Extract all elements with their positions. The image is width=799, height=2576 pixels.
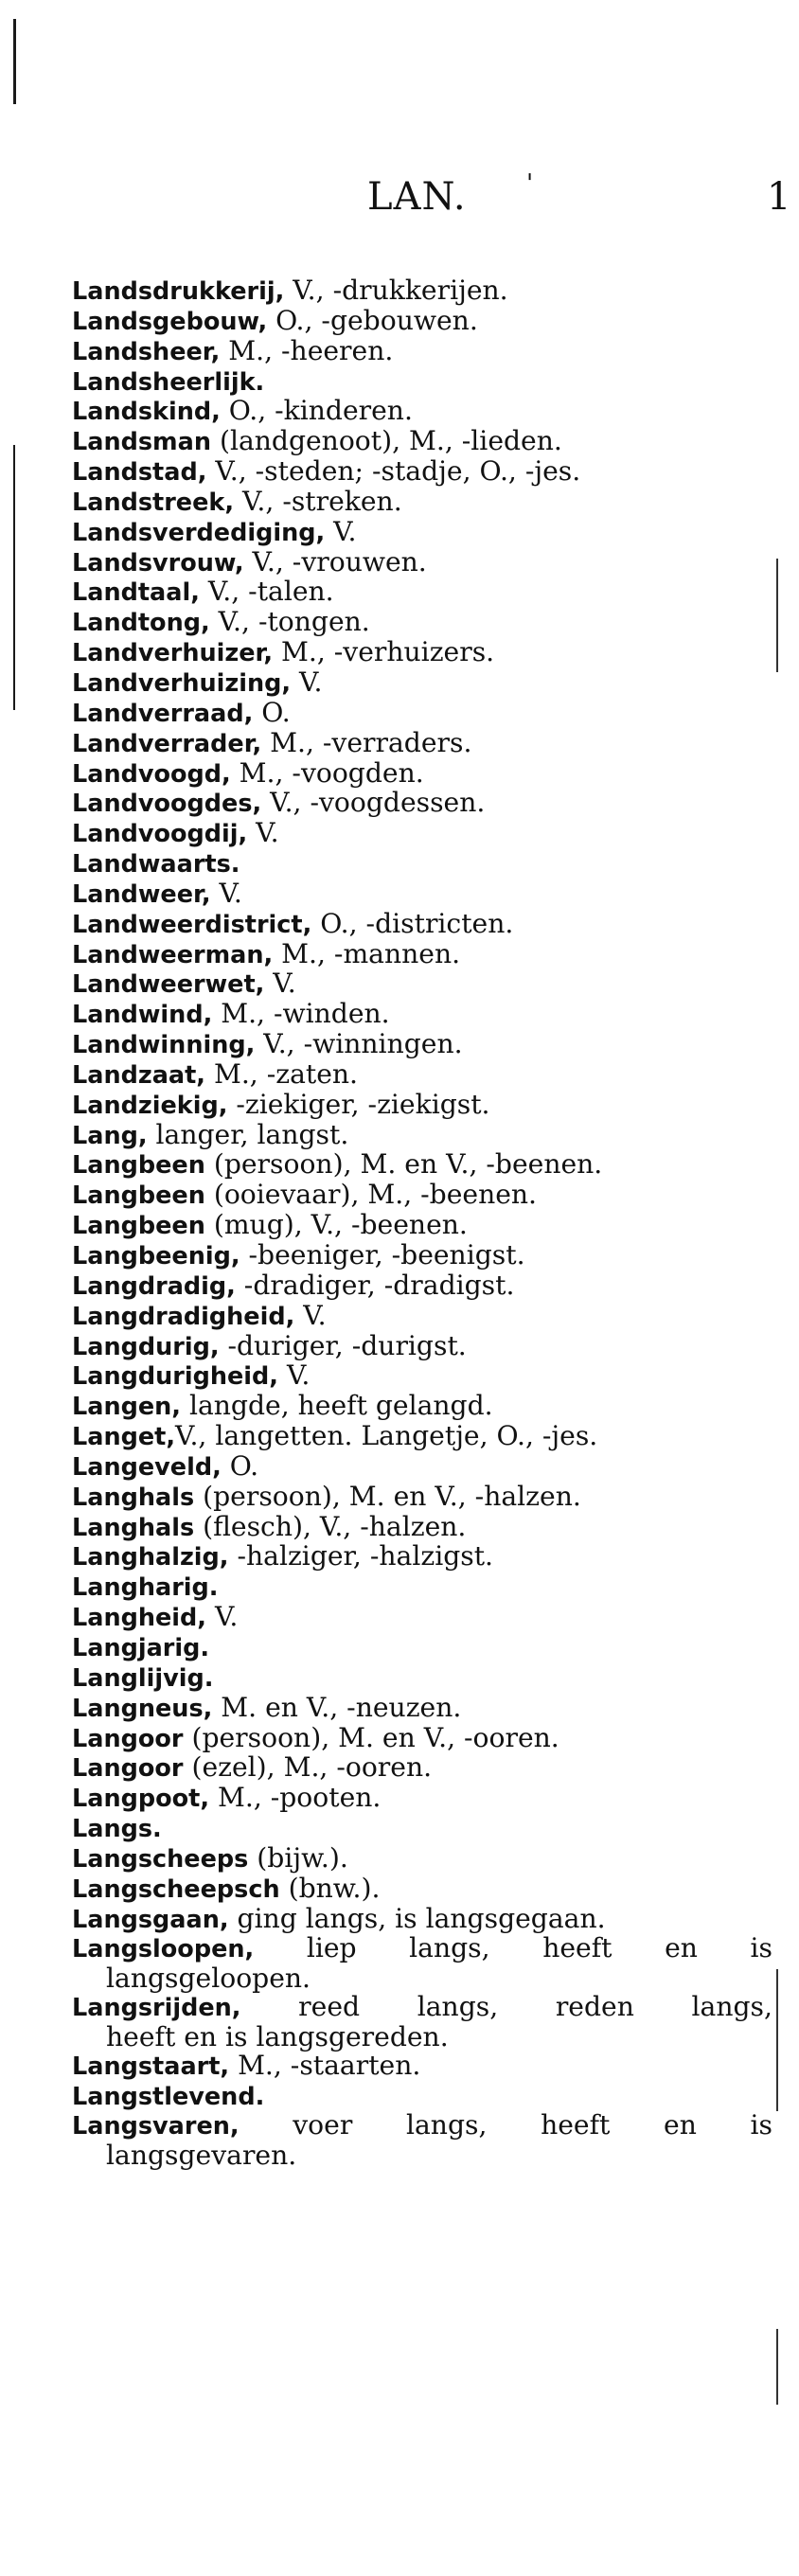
dictionary-entry: [72, 2049, 772, 2082]
entry-definition: M., -verraders.: [261, 726, 472, 758]
entry-headword: Landsverdediging,: [72, 518, 326, 547]
dictionary-entry: [72, 515, 772, 548]
entry-definition: M., -voogden.: [230, 756, 424, 789]
dictionary-entry: [72, 756, 772, 790]
entry-headword: Langhals: [72, 1513, 195, 1542]
entry-definition: V., -streken.: [234, 485, 402, 517]
entry-definition: V., -steden; -stadje, O., -jes.: [206, 455, 581, 488]
entry-definition: (flesch), V., -halzen.: [194, 1510, 467, 1542]
dictionary-entries: [72, 276, 772, 2170]
entry-definition: V., -vrouwen.: [243, 545, 427, 577]
entry-definition: M. en V., -neuzen.: [212, 1691, 462, 1723]
entry-headword: Langstlevend.: [72, 2082, 265, 2111]
entry-headword: Langheid,: [72, 1604, 206, 1633]
entry-headword: Langdradigheid,: [72, 1302, 295, 1331]
entry-definition: V., -winningen.: [255, 1028, 463, 1060]
entry-headword: Langbeen: [72, 1212, 205, 1241]
dictionary-entry: [72, 1329, 772, 1362]
entry-definition: M., -heeren.: [220, 334, 394, 366]
entry-headword: Langsrijden,: [72, 1994, 241, 2023]
entry-headword: Landstad,: [72, 458, 207, 488]
entry-headword: Landsvrouw,: [72, 548, 244, 577]
dictionary-entry: [72, 545, 772, 578]
entry-headword: Landwinning,: [72, 1031, 256, 1060]
entry-headword: Langneus,: [72, 1694, 213, 1723]
entry-definition: -beeniger, -beenigst.: [240, 1239, 525, 1270]
dictionary-entry: [72, 1449, 772, 1483]
entry-definition: O.: [221, 1449, 259, 1482]
entry-definition: voer langs, heeft en is: [239, 2109, 772, 2141]
entry-definition: V., -talen.: [199, 576, 334, 608]
entry-headword: Langen,: [72, 1393, 181, 1422]
dictionary-entry: [72, 1000, 772, 1030]
dictionary-entry: [72, 367, 772, 398]
entry-headword: Landweerman,: [72, 940, 274, 969]
entry-continuation: langsgeloopen.: [106, 1963, 311, 1995]
entry-definition: (mug), V., -beenen.: [204, 1209, 468, 1241]
dictionary-entry: [72, 608, 772, 638]
dictionary-entry: [72, 1030, 772, 1060]
entry-headword: Landtong,: [72, 609, 210, 638]
dictionary-entry: [72, 427, 772, 457]
entry-headword: Langbeenig,: [72, 1242, 240, 1270]
entry-headword: Langsvaren,: [72, 2112, 240, 2141]
dictionary-entry: [72, 1841, 772, 1874]
entry-headword: Langeveld,: [72, 1452, 222, 1482]
entry-definition: V., -tongen.: [209, 606, 370, 638]
entry-headword: Landverraad,: [72, 699, 254, 728]
dictionary-entry: [72, 1480, 772, 1513]
entry-definition: (persoon), M. en V., -halzen.: [194, 1480, 581, 1512]
entry-definition: (landgenoot), M., -lieden.: [210, 425, 562, 457]
dictionary-entry: [72, 1814, 772, 1844]
dictionary-entry: [72, 638, 772, 668]
dictionary-entry: [72, 1993, 772, 2052]
entry-headword: Lang,: [72, 1121, 148, 1150]
dictionary-entry: [72, 1934, 772, 1993]
entry-headword: Landskind,: [72, 398, 221, 427]
entry-definition: V.: [264, 968, 296, 1000]
dictionary-entry: [72, 1271, 772, 1302]
entry-definition: (bnw.).: [279, 1872, 381, 1904]
entry-definition: ging langs, is langsgegaan.: [228, 1902, 606, 1934]
entry-definition: -ziekiger, -ziekigst.: [227, 1088, 490, 1120]
entry-headword: Langoor: [72, 1754, 184, 1784]
entry-headword: Langhalzig,: [72, 1543, 229, 1572]
entry-headword: Langbeen: [72, 1181, 205, 1211]
entry-headword: Langs.: [72, 1815, 162, 1844]
dictionary-entry: [72, 969, 772, 1000]
dictionary-entry: [72, 1902, 772, 1935]
header-mark: ': [526, 169, 534, 198]
dictionary-entry: [72, 397, 772, 427]
entry-definition: V.: [277, 1359, 311, 1392]
page-header: [0, 169, 799, 225]
dictionary-entry: [72, 1633, 772, 1663]
entry-headword: Langdurig,: [72, 1332, 220, 1361]
entry-definition: M., -pooten.: [209, 1782, 382, 1814]
dictionary-entry: [72, 1241, 772, 1271]
entry-definition: (persoon), M. en V., -beenen.: [204, 1148, 603, 1181]
entry-headword: Langbeen: [72, 1151, 205, 1181]
dictionary-entry: [72, 1057, 772, 1091]
entry-definition: O.: [253, 696, 291, 728]
entry-definition: -duriger, -durigst.: [219, 1329, 467, 1361]
entry-definition: M., -winden.: [212, 998, 390, 1030]
dictionary-entry: [72, 457, 772, 488]
dictionary-entry: [72, 1510, 772, 1543]
entry-headword: Landverhuizing,: [72, 668, 292, 698]
left-margin-rule: [13, 445, 15, 710]
dictionary-entry: [72, 879, 772, 910]
entry-headword: Landweerwet,: [72, 970, 265, 1000]
dictionary-entry: [72, 1392, 772, 1422]
entry-definition: langde, heeft gelangd.: [181, 1390, 493, 1422]
entry-headword: Langjarig.: [72, 1633, 210, 1662]
entry-headword: Landsman: [72, 428, 211, 457]
dictionary-entry: [72, 668, 772, 699]
entry-definition: O., -districten.: [311, 907, 514, 939]
dictionary-entry: [72, 1088, 772, 1121]
dictionary-entry: [72, 1361, 772, 1392]
entry-definition: V.: [206, 1601, 239, 1633]
dictionary-entry: [72, 1663, 772, 1694]
entry-definition: (ezel), M., -ooren.: [183, 1751, 433, 1784]
entry-definition: (persoon), M. en V., -ooren.: [183, 1721, 559, 1753]
entry-definition: V., langetten. Langetje, O., -jes.: [175, 1420, 598, 1452]
entry-headword: Landsgebouw,: [72, 307, 268, 336]
dictionary-entry: [72, 577, 772, 608]
dictionary-entry: [72, 334, 772, 367]
entry-definition: -dradiger, -dradigst.: [235, 1269, 515, 1301]
dictionary-entry: [72, 2111, 772, 2170]
dictionary-entry: [72, 789, 772, 819]
entry-headword: Langlijvig.: [72, 1663, 214, 1693]
entry-headword: Landvoogd,: [72, 759, 231, 789]
entry-definition: V., -voogdessen.: [261, 787, 486, 819]
entry-definition: V.: [291, 666, 323, 698]
dictionary-entry: [72, 1691, 772, 1724]
entry-headword: Landsdrukkerij,: [72, 277, 285, 306]
entry-definition: O., -kinderen.: [220, 395, 413, 427]
entry-definition: (bijw.).: [248, 1841, 348, 1874]
entry-headword: Langsloopen,: [72, 1935, 255, 1964]
entry-definition: O., -gebouwen.: [267, 304, 478, 336]
dictionary-entry: [72, 1211, 772, 1241]
dictionary-entry: [72, 2082, 772, 2112]
entry-definition: V.: [210, 877, 242, 909]
dictionary-entry: [72, 1784, 772, 1814]
entry-headword: Langoor: [72, 1724, 184, 1753]
entry-definition: liep langs, heeft en is: [254, 1932, 772, 1964]
entry-headword: Landweer,: [72, 879, 211, 909]
entry-definition: langer, langst.: [147, 1118, 349, 1150]
entry-headword: Landverrader,: [72, 729, 262, 758]
dictionary-entry: [72, 907, 772, 940]
dictionary-entry: [72, 1874, 772, 1905]
entry-definition: M., -zaten.: [205, 1057, 359, 1090]
entry-definition: M., -staarten.: [229, 2049, 421, 2081]
entry-headword: Langpoot,: [72, 1785, 210, 1814]
entry-headword: Langstaart,: [72, 2052, 230, 2081]
entry-definition: V.: [247, 817, 279, 849]
dictionary-entry: [72, 849, 772, 879]
dictionary-entry: [72, 1572, 772, 1603]
dictionary-entry: [72, 304, 772, 337]
right-margin-rule: [776, 1969, 778, 2111]
dictionary-entry: [72, 1542, 772, 1572]
entry-headword: Landsheerlijk.: [72, 367, 265, 397]
dictionary-entry: [72, 276, 772, 307]
dictionary-entry: [72, 1181, 772, 1211]
entry-definition: (ooievaar), M., -beenen.: [204, 1179, 538, 1211]
entry-headword: Langharig.: [72, 1573, 219, 1603]
entry-headword: Landzaat,: [72, 1060, 205, 1090]
entry-headword: Landwaarts.: [72, 850, 240, 879]
dictionary-entry: [72, 937, 772, 970]
dictionary-entry: [72, 1603, 772, 1633]
entry-headword: Landsheer,: [72, 337, 221, 366]
entry-headword: Landvoogdes,: [72, 790, 262, 819]
entry-definition: -halziger, -halzigst.: [228, 1540, 494, 1572]
right-margin-rule: [776, 2329, 778, 2405]
entry-headword: Landziekig,: [72, 1091, 228, 1120]
entry-definition: V.: [325, 515, 357, 547]
page-number: 1: [767, 175, 791, 219]
entry-continuation: langsgevaren.: [106, 2140, 297, 2172]
page-title: LAN.: [367, 175, 467, 219]
dictionary-entry: [72, 1118, 772, 1151]
entry-definition: V.: [294, 1299, 327, 1331]
dictionary-entry: [72, 1299, 772, 1332]
entry-headword: Landwind,: [72, 1001, 213, 1030]
entry-headword: Langscheeps: [72, 1844, 249, 1874]
dictionary-entry: [72, 819, 772, 849]
dictionary-entry: [72, 696, 772, 729]
entry-headword: Langdradig,: [72, 1271, 236, 1301]
entry-definition: reed langs, reden langs,: [240, 1991, 772, 2023]
entry-continuation: heeft en is langsgereden.: [106, 2020, 449, 2052]
entry-headword: Langsgaan,: [72, 1905, 229, 1934]
entry-definition: M., -mannen.: [273, 937, 461, 969]
right-margin-rule: [776, 559, 778, 672]
entry-definition: M., -verhuizers.: [273, 636, 495, 668]
dictionary-entry: [72, 726, 772, 759]
dictionary-entry: [72, 1753, 772, 1784]
entry-headword: Langdurigheid,: [72, 1362, 278, 1392]
entry-headword: Landstreek,: [72, 488, 235, 517]
entry-headword: Landtaal,: [72, 578, 200, 608]
entry-headword: Langhals: [72, 1483, 195, 1512]
entry-headword: Landvoogdij,: [72, 820, 248, 849]
entry-headword: Langet,: [72, 1423, 176, 1452]
dictionary-entry: [72, 485, 772, 518]
dictionary-entry: [72, 1150, 772, 1181]
entry-headword: Langscheepsch: [72, 1874, 280, 1904]
dictionary-entry: [72, 1721, 772, 1754]
left-edge-mark: [13, 19, 16, 104]
entry-headword: Landweerdistrict,: [72, 910, 312, 939]
entry-definition: V., -drukkerijen.: [284, 275, 508, 306]
dictionary-entry: [72, 1422, 772, 1452]
entry-headword: Landverhuizer,: [72, 639, 274, 668]
